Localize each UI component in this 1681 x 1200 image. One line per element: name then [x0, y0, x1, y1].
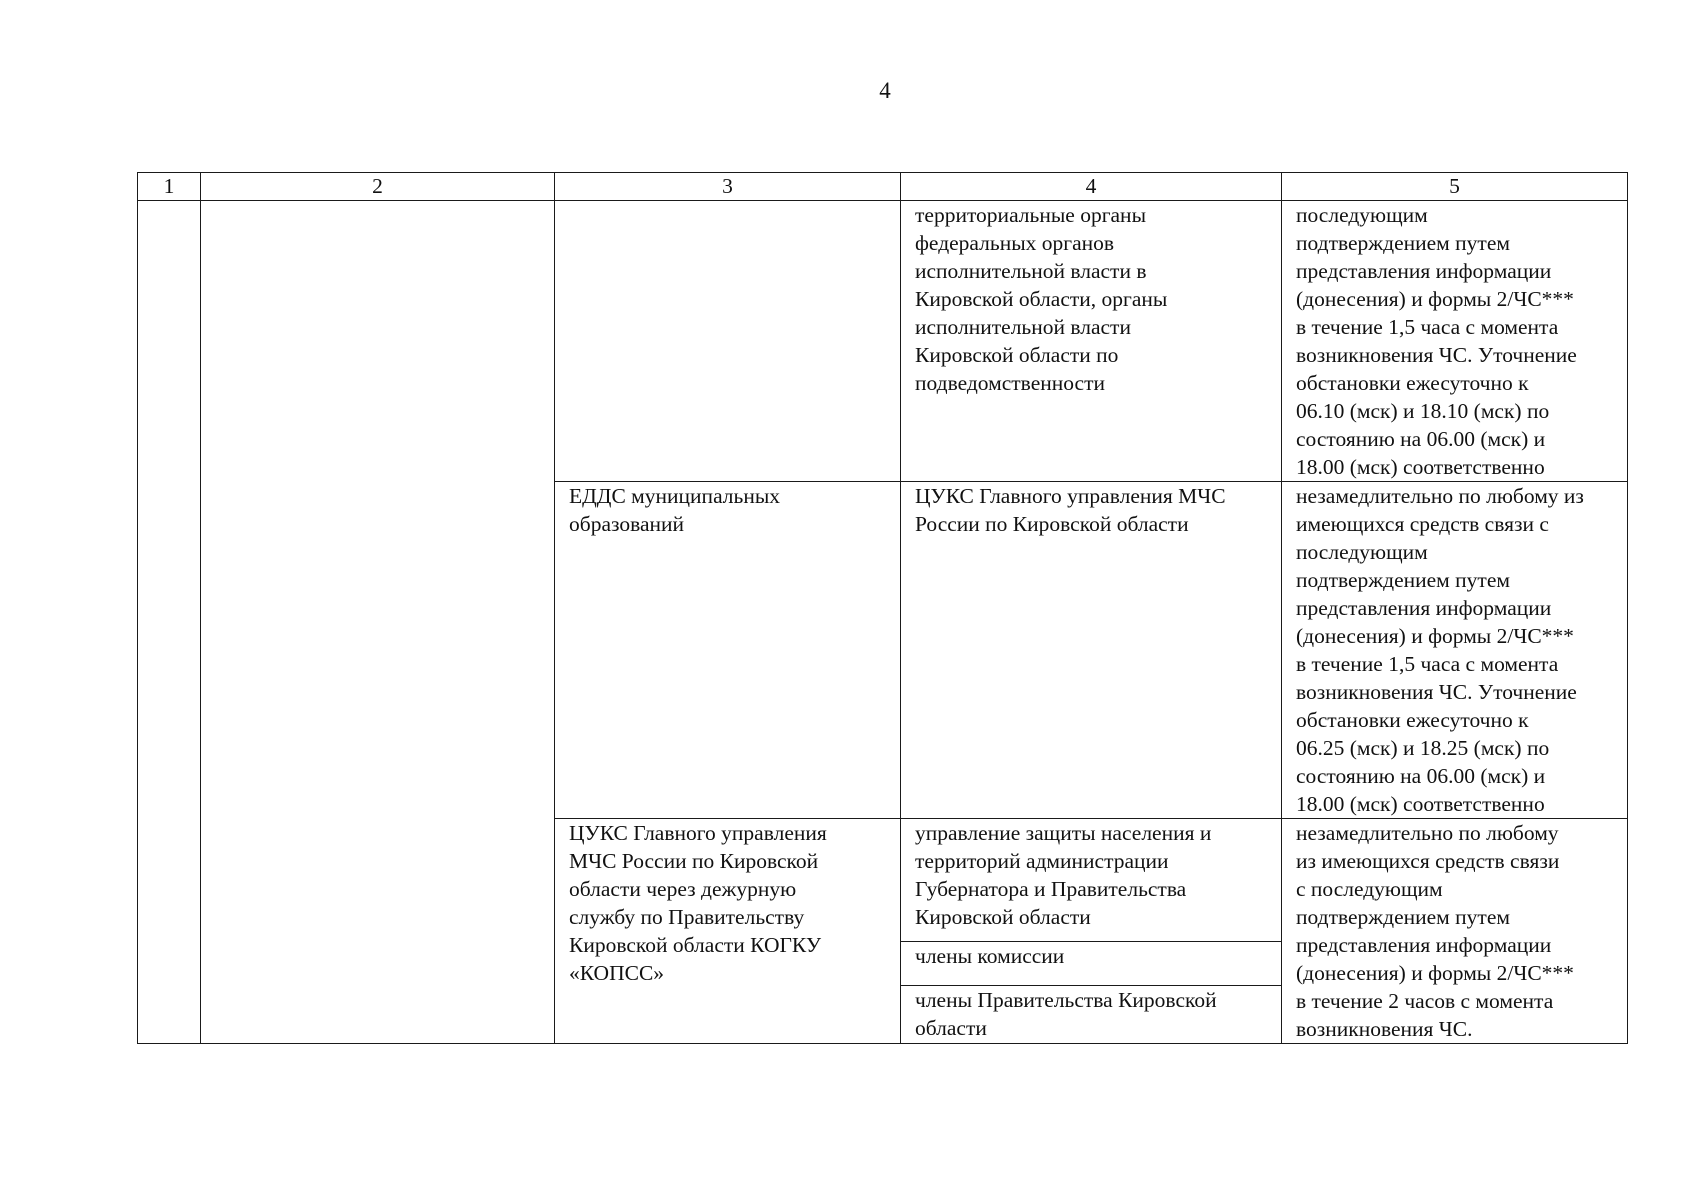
timing-text: последующим подтверждением путем представления информации (донесения) и формы 2/ЧС*** в течение 1,5 часа с момента возникновения ЧС. Уточнение обстановки ежесуточно к 06.10 (мск) и 18.10 (мск) по состоянию на 06.00 (мск) и 18.00 (мск) соответственно	[1296, 203, 1577, 479]
recipients-text: члены Правительства Кировской области	[915, 987, 1217, 1040]
header-col-3: 3	[555, 173, 901, 201]
cell-r1-col-3-empty	[555, 201, 901, 482]
page-number: 4	[879, 78, 891, 103]
sender-text: ЦУКС Главного управления МЧС России по Кировской области через дежурную службу по Правительству Кировской области КОГКУ «КОПСС»	[569, 821, 827, 985]
cell-r3-recipients-b	[901, 942, 1282, 986]
cell-col-2-empty	[201, 201, 555, 1044]
cell-r1-recipients	[901, 201, 1282, 482]
timing-text: незамедлительно по любому из имеющихся средств связи с последующим подтверждением путем представления информации (донесения) и формы 2/ЧС*** в течение 1,5 часа с момента возникновения ЧС. Уточнение обстановки ежесуточно к 06.25 (мск) и 18.25 (мск) по состоянию на 06.00 (мск) и 18.00 (мск) соответственно	[1296, 484, 1584, 816]
recipients-text: территориальные органы федеральных органов исполнительной власти в Кировской области, органы исполнительной власти Кировской области по подведомственности	[915, 203, 1168, 395]
cell-col-1-empty	[138, 201, 201, 1044]
cell-r3-sender	[555, 819, 901, 1044]
data-table	[137, 172, 1628, 1044]
cell-r3-recipients-c	[901, 985, 1282, 1043]
cell-r3-timing	[1282, 819, 1628, 1044]
recipients-text: ЦУКС Главного управления МЧС России по Кировской области	[915, 484, 1226, 536]
cell-r2-sender	[555, 482, 901, 819]
table-row	[138, 201, 1628, 482]
cell-r3-recipients-a	[901, 819, 1282, 942]
header-col-5: 5	[1282, 173, 1628, 201]
table-header-row	[138, 173, 1628, 201]
header-col-1: 1	[138, 173, 201, 201]
recipients-text: члены комиссии	[915, 944, 1065, 969]
cell-r2-timing	[1282, 482, 1628, 819]
timing-text: незамедлительно по любому из имеющихся средств связи с последующим подтверждением путем представления информации (донесения) и формы 2/ЧС*** в течение 2 часов с момента возникновения ЧС.	[1296, 821, 1574, 1041]
recipients-text: управление защиты населения и территорий администрации Губернатора и Правительства Кировской области	[915, 821, 1212, 929]
header-col-4: 4	[901, 173, 1282, 201]
cell-r2-recipients	[901, 482, 1282, 819]
header-col-2: 2	[201, 173, 555, 201]
cell-r1-timing	[1282, 201, 1628, 482]
sender-text: ЕДДС муниципальных образований	[569, 484, 781, 536]
